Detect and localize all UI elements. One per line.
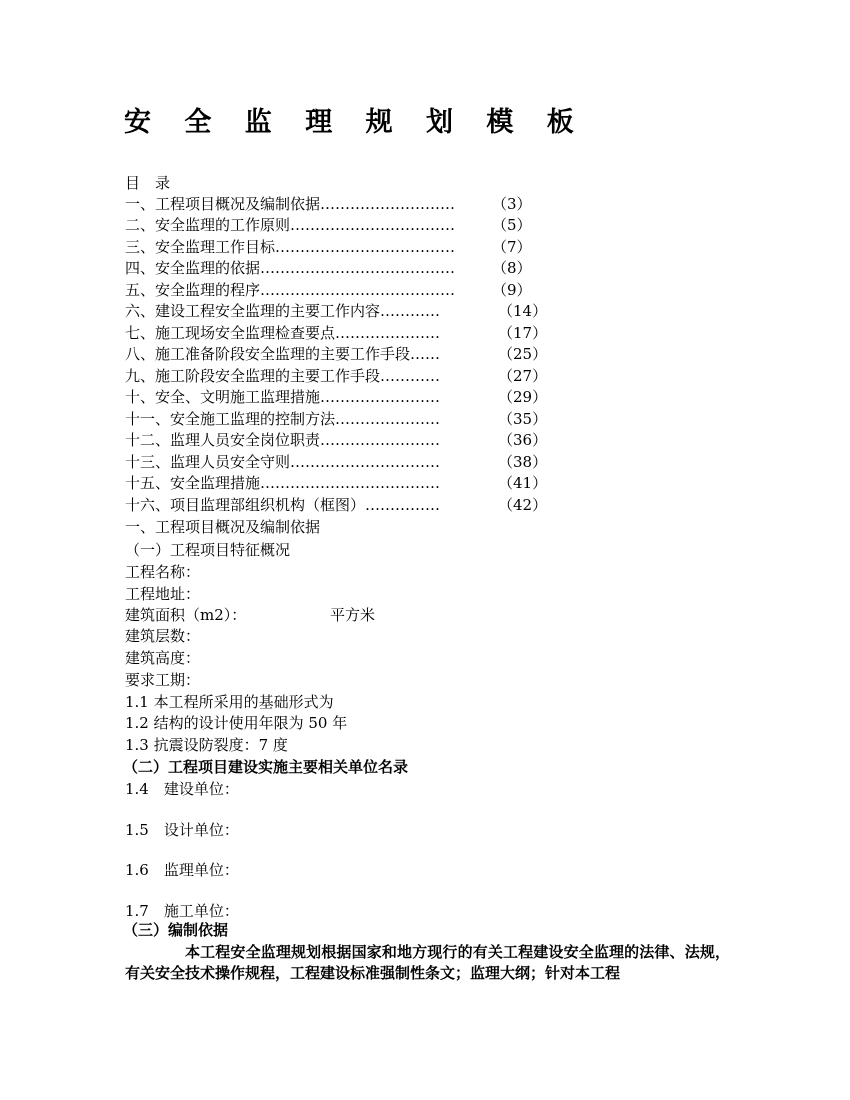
toc-item-label: 六、建设工程安全监理的主要工作内容…………	[125, 302, 441, 320]
toc-item-label: 十、安全、文明施工监理措施……………………	[125, 388, 441, 406]
toc-item	[125, 344, 548, 364]
toc-item-label: 三、安全监理工作目标………………………………	[125, 238, 456, 256]
basis-paragraph: 本工程安全监理规划根据国家和地方现行的有关工程建设安全监理的法律、法规，有关安全技术操作规程，工程建设标准强制性条文；监理大纲；针对本工程	[125, 943, 730, 982]
toc-item-label: 四、安全监理的依据…………………………………	[125, 259, 456, 277]
toc-item	[125, 215, 545, 235]
toc-item-label: 十五、安全监理措施………………………………	[125, 474, 441, 492]
toc-item	[125, 387, 548, 407]
field-height: 建筑高度：	[125, 649, 201, 667]
item-1-2: 1.2 结构的设计使用年限为 50 年	[125, 714, 348, 732]
toc-item	[125, 495, 548, 515]
toc-item-page: （7）	[492, 238, 532, 256]
item-1-4: 1.4 建设单位：	[125, 780, 239, 798]
field-project-address: 工程地址：	[125, 585, 201, 603]
toc-item-label: 五、安全监理的程序…………………………………	[125, 281, 456, 299]
toc-item	[125, 237, 545, 257]
toc-item-label: 七、施工现场安全监理检查要点…………………	[125, 324, 441, 342]
item-1-5: 1.5 设计单位：	[125, 821, 239, 839]
area-unit-label: 平方米	[330, 606, 376, 624]
toc-item	[125, 280, 545, 300]
toc-item	[125, 194, 545, 214]
field-project-name: 工程名称：	[125, 563, 201, 581]
toc-item-page: （41）	[498, 474, 548, 492]
subsection-heading: （二）工程项目建设实施主要相关单位名录	[123, 758, 409, 776]
toc-heading: 目 录	[125, 174, 171, 192]
toc-item-label: 八、施工准备阶段安全监理的主要工作手段……	[125, 345, 441, 363]
toc-item-page: （35）	[498, 410, 548, 428]
item-1-1: 1.1 本工程所采用的基础形式为	[125, 693, 334, 711]
toc-item-label: 十二、监理人员安全岗位职责……………………	[125, 431, 441, 449]
toc-item-page: （14）	[498, 302, 548, 320]
subsection-heading: （一）工程项目特征概况	[125, 541, 291, 559]
toc-item-label: 二、安全监理的工作原则……………………………	[125, 216, 456, 234]
toc-item-page: （38）	[498, 453, 548, 471]
toc-item	[125, 301, 548, 321]
item-1-3: 1.3 抗震设防裂度：7 度	[125, 736, 288, 754]
toc-item-label: 十三、监理人员安全守则…………………………	[125, 453, 441, 471]
toc-item	[125, 258, 545, 278]
toc-item-page: （17）	[498, 324, 548, 342]
toc-item	[125, 473, 548, 493]
toc-item	[125, 409, 548, 429]
toc-item-label: 十一、安全施工监理的控制方法…………………	[125, 410, 441, 428]
toc-item-page: （9）	[492, 281, 532, 299]
subsection-heading: （三）编制依据	[123, 921, 229, 939]
toc-item-page: （25）	[498, 345, 548, 363]
item-1-6: 1.6 监理单位：	[125, 861, 239, 879]
toc-item	[125, 366, 548, 386]
document-title: 安 全 监 理 规 划 模 板	[124, 107, 586, 138]
toc-item	[125, 452, 548, 472]
toc-item-page: （3）	[492, 195, 532, 213]
toc-item-page: （5）	[492, 216, 532, 234]
toc-item-page: （27）	[498, 367, 548, 385]
toc-item-page: （29）	[498, 388, 548, 406]
toc-item-page: （42）	[498, 496, 548, 514]
toc-item	[125, 323, 548, 343]
toc-item-page: （36）	[498, 431, 548, 449]
toc-item-label: 九、施工阶段安全监理的主要工作手段…………	[125, 367, 441, 385]
field-floors: 建筑层数：	[125, 627, 201, 645]
field-building-area: 建筑面积（m2）：	[125, 606, 247, 624]
toc-item	[125, 430, 548, 450]
field-duration: 要求工期：	[125, 671, 201, 689]
toc-item-label: 十六、项目监理部组织机构（框图）……………	[125, 496, 441, 514]
toc-item-page: （8）	[492, 259, 532, 277]
item-1-7: 1.7 施工单位：	[125, 902, 239, 920]
section-heading: 一、工程项目概况及编制依据	[125, 518, 321, 536]
toc-item-label: 一、工程项目概况及编制依据………………………	[125, 195, 456, 213]
